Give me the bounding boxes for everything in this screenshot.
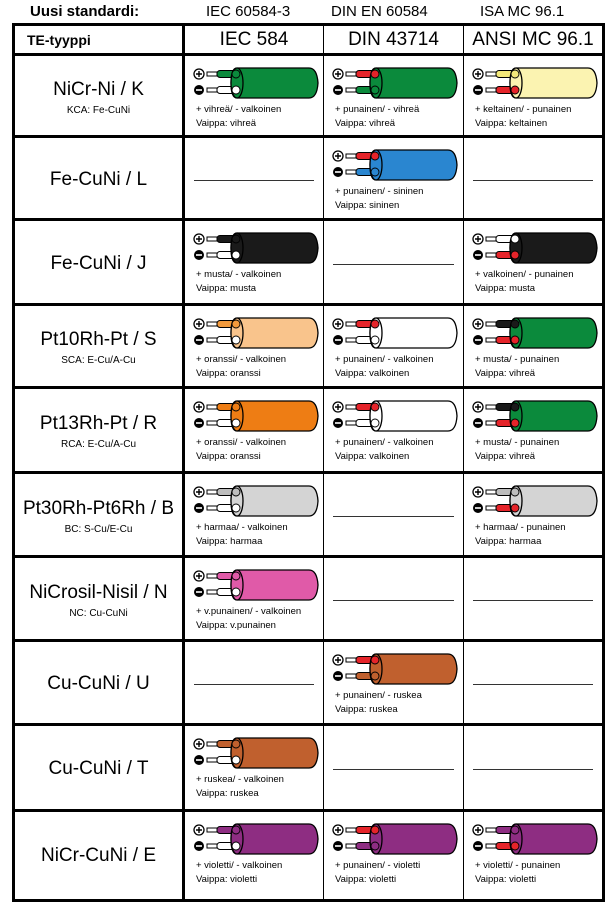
wire-colors: + oranssi/ - valkoinen (196, 354, 287, 365)
cable-jacket (370, 654, 457, 684)
cable-jacket (510, 68, 597, 98)
conductor-tip (207, 322, 217, 326)
not-defined-line (473, 684, 593, 685)
type-cell (15, 56, 182, 138)
thermocouple-type: Pt10Rh-Pt / S (40, 329, 157, 350)
ansi-cell (464, 812, 602, 899)
jacket-color: Vaippa: harmaa (196, 536, 263, 547)
conductor-tip (346, 154, 356, 158)
conductor-tip (486, 237, 496, 241)
cable-icon (472, 230, 600, 266)
conductor-tip (207, 88, 217, 92)
header-ansi: ANSI MC 96.1 (472, 28, 594, 50)
conductor-tip (207, 742, 217, 746)
cable-icon (193, 483, 321, 519)
jacket-color: Vaippa: vihreä (335, 118, 396, 129)
wire-colors: + punainen/ - valkoinen (335, 354, 434, 365)
cable-jacket (370, 401, 457, 431)
wire-colors: + oranssi/ - valkoinen (196, 437, 287, 448)
conductor-tip (207, 237, 217, 241)
din-cell (324, 812, 463, 899)
din-cell (324, 221, 463, 306)
cable-icon (332, 315, 460, 351)
thermocouple-type: Fe-CuNi / L (49, 168, 148, 190)
jacket-color: Vaippa: oranssi (196, 451, 261, 462)
type-cell (15, 474, 182, 558)
conductor-tip (207, 844, 217, 848)
iec-cell (185, 558, 323, 642)
thermocouple-type: Cu-CuNi / U (47, 673, 150, 694)
conductor-tip (486, 88, 496, 92)
header-iec: IEC 584 (219, 28, 289, 50)
iec-cell (185, 474, 323, 558)
not-defined-line (194, 180, 314, 181)
not-defined-line (333, 516, 454, 517)
compensating-cable-type: RCA: E-Cu/A-Cu (60, 439, 136, 450)
jacket-color: Vaippa: vihreä (475, 368, 536, 379)
din-cell (324, 474, 463, 558)
conductor-tip (346, 828, 356, 832)
wire-colors: + keltainen/ - punainen (475, 104, 572, 115)
cable-jacket (231, 68, 318, 98)
cable-jacket (510, 486, 597, 516)
jacket-color: Vaippa: violetti (475, 874, 537, 885)
wire-colors: + harmaa/ - punainen (475, 522, 566, 533)
thermocouple-type: NiCr-CuNi / E (40, 844, 157, 866)
iec-cell (185, 642, 323, 726)
wire-colors: + musta/ - valkoinen (196, 269, 282, 280)
wire-colors: + harmaa/ - valkoinen (196, 522, 288, 533)
cable-jacket (231, 318, 318, 348)
cable-jacket (370, 318, 457, 348)
not-defined-line (473, 769, 593, 770)
thermocouple-type: NiCrosil-Nisil / N (29, 581, 168, 603)
thermocouple-type: Cu-CuNi / T (48, 758, 149, 779)
iec-cell (185, 138, 323, 221)
conductor-tip (486, 253, 496, 257)
conductor-tip (346, 674, 356, 678)
conductor-tip (207, 490, 217, 494)
din-cell (324, 558, 463, 642)
iec-cell (185, 726, 323, 812)
cable-jacket (231, 401, 318, 431)
din-cell (324, 56, 463, 138)
jacket-color: Vaippa: ruskea (196, 788, 259, 799)
wire-colors: + ruskea/ - valkoinen (196, 774, 284, 785)
ansi-cell (464, 138, 602, 221)
cable-icon (332, 398, 460, 434)
conductor-tip (486, 338, 496, 342)
type-cell (15, 642, 182, 726)
conductor-tip (207, 828, 217, 832)
conductor-tip (486, 405, 496, 409)
cable-icon (332, 651, 460, 687)
standard-iec: IEC 60584-3 (206, 3, 291, 20)
cable-jacket (231, 233, 318, 263)
din-cell (324, 306, 463, 389)
type-cell (15, 558, 182, 642)
conductor-tip (346, 88, 356, 92)
jacket-color: Vaippa: violetti (335, 874, 397, 885)
header-type: TE-tyyppi (27, 31, 91, 48)
cable-jacket (231, 824, 318, 854)
cable-icon (472, 65, 600, 101)
cable-jacket (231, 486, 318, 516)
cable-jacket (510, 824, 597, 854)
iec-cell (185, 221, 323, 306)
conductor-tip (346, 338, 356, 342)
iec-cell (185, 306, 323, 389)
not-defined-line (333, 600, 454, 601)
cable-icon (193, 735, 321, 771)
thermocouple-type: Pt30Rh-Pt6Rh / B (22, 497, 175, 519)
standards-bar (0, 0, 613, 24)
cable-icon (193, 65, 321, 101)
not-defined-line (333, 769, 454, 770)
wire-colors: + musta/ - punainen (475, 354, 560, 365)
cable-icon (472, 821, 600, 857)
ansi-cell (464, 726, 602, 812)
jacket-color: Vaippa: sininen (335, 200, 400, 211)
wire-colors: + v.punainen/ - valkoinen (196, 606, 302, 617)
jacket-color: Vaippa: valkoinen (335, 368, 410, 379)
ansi-cell (464, 474, 602, 558)
conductor-tip (346, 170, 356, 174)
wire-colors: + punainen/ - valkoinen (335, 437, 434, 448)
conductor-tip (207, 758, 217, 762)
jacket-color: Vaippa: valkoinen (335, 451, 410, 462)
cable-icon (193, 398, 321, 434)
jacket-color: Vaippa: ruskea (335, 704, 398, 715)
jacket-color: Vaippa: vihreä (196, 118, 257, 129)
jacket-color: Vaippa: oranssi (196, 368, 261, 379)
wire-colors: + punainen/ - violetti (335, 860, 421, 871)
thermocouple-type: Fe-CuNi / J (50, 252, 147, 274)
not-defined-line (194, 684, 314, 685)
thermocouple-type: NiCr-Ni / K (53, 78, 144, 100)
cable-icon (332, 65, 460, 101)
ansi-cell (464, 306, 602, 389)
jacket-color: Vaippa: v.punainen (196, 620, 276, 631)
compensating-cable-type: SCA: E-Cu/A-Cu (61, 355, 136, 366)
new-standard-label: Uusi standardi: (30, 3, 140, 20)
conductor-tip (486, 490, 496, 494)
thermocouple-color-table (12, 23, 605, 902)
wire-colors: + punainen/ - ruskea (335, 690, 422, 701)
din-cell (324, 642, 463, 726)
type-cell (15, 306, 182, 389)
din-cell (324, 389, 463, 474)
wire-colors: + punainen/ - sininen (335, 186, 424, 197)
din-cell (324, 138, 463, 221)
wire-colors: + musta/ - punainen (475, 437, 560, 448)
cable-icon (332, 147, 460, 183)
jacket-color: Vaippa: harmaa (475, 536, 542, 547)
conductor-tip (486, 506, 496, 510)
conductor-tip (346, 405, 356, 409)
conductor-tip (346, 658, 356, 662)
jacket-color: Vaippa: musta (475, 283, 536, 294)
cable-jacket (370, 824, 457, 854)
cable-icon (332, 821, 460, 857)
conductor-tip (346, 322, 356, 326)
compensating-cable-type: NC: Cu-CuNi (69, 607, 128, 619)
conductor-tip (346, 72, 356, 76)
jacket-color: Vaippa: violetti (196, 874, 258, 885)
ansi-cell (464, 56, 602, 138)
type-cell (15, 138, 182, 221)
cable-jacket (370, 68, 457, 98)
type-cell (15, 389, 182, 474)
conductor-tip (207, 405, 217, 409)
din-cell (324, 726, 463, 812)
cable-jacket (231, 570, 318, 600)
iec-cell (185, 56, 323, 138)
wire-colors: + violetti/ - valkoinen (196, 860, 283, 871)
conductor-tip (207, 506, 217, 510)
cable-icon (472, 398, 600, 434)
cable-icon (472, 315, 600, 351)
conductor-tip (346, 844, 356, 848)
not-defined-line (473, 600, 593, 601)
wire-colors: + vihreä/ - valkoinen (196, 104, 282, 115)
jacket-color: Vaippa: musta (196, 283, 257, 294)
conductor-tip (486, 322, 496, 326)
conductor-tip (207, 421, 217, 425)
type-cell (15, 221, 182, 306)
conductor-tip (207, 72, 217, 76)
conductor-tip (486, 844, 496, 848)
jacket-color: Vaippa: vihreä (475, 451, 536, 462)
conductor-tip (486, 828, 496, 832)
header-din: DIN 43714 (348, 28, 439, 50)
standard-isa: ISA MC 96.1 (480, 3, 565, 20)
wire-colors: + valkoinen/ - punainen (475, 269, 574, 280)
jacket-color: Vaippa: keltainen (475, 118, 548, 129)
cable-jacket (231, 738, 318, 768)
wire-colors: + punainen/ - vihreä (335, 104, 420, 115)
cable-icon (193, 567, 321, 603)
type-cell (15, 812, 182, 899)
conductor-tip (346, 421, 356, 425)
ansi-cell (464, 642, 602, 726)
not-defined-line (473, 180, 593, 181)
cable-jacket (510, 401, 597, 431)
cable-icon (193, 315, 321, 351)
cable-icon (193, 821, 321, 857)
wire-colors: + violetti/ - punainen (475, 860, 561, 871)
thermocouple-type: Pt13Rh-Pt / R (39, 413, 158, 434)
iec-cell (185, 389, 323, 474)
cable-jacket (510, 233, 597, 263)
conductor-tip (207, 338, 217, 342)
ansi-cell (464, 558, 602, 642)
conductor-tip (207, 253, 217, 257)
cable-jacket (510, 318, 597, 348)
type-cell (15, 726, 182, 812)
ansi-cell (464, 389, 602, 474)
cable-icon (472, 483, 600, 519)
iec-cell (185, 812, 323, 899)
ansi-cell (464, 221, 602, 306)
conductor-tip (207, 590, 217, 594)
conductor-tip (207, 574, 217, 578)
standard-din: DIN EN 60584 (331, 3, 428, 20)
conductor-tip (486, 72, 496, 76)
cable-jacket (370, 150, 457, 180)
compensating-cable-type: BC: S-Cu/E-Cu (64, 523, 133, 535)
conductor-tip (486, 421, 496, 425)
cable-icon (193, 230, 321, 266)
compensating-cable-type: KCA: Fe-CuNi (66, 104, 131, 116)
not-defined-line (333, 264, 454, 265)
